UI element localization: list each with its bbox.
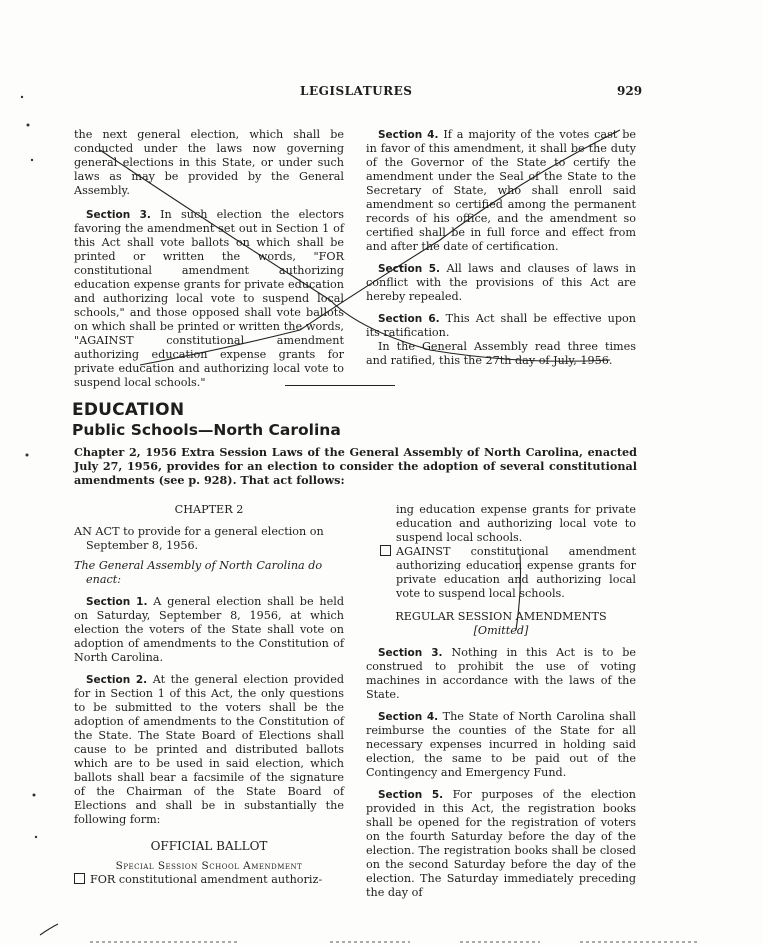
cross-out-line	[140, 130, 620, 365]
section-title: EDUCATION	[72, 400, 185, 420]
section-label: Section 3.	[378, 647, 443, 659]
section-text: At the general election provided for in Section 1 of this Act, the only questions to be submitted to the voters shall be the adoption of amendments to the Constitution of the State. The State Board of Elections shall cause to be printed and distributed ballots which are to be used in said election, which ballots shall bear a facsimile of the signature of the Chairman of the State Board of Elections and shall be in substantially the following form:	[74, 673, 344, 826]
section-text: The State of North Carolina shall reimburse the counties of the State for all necessary expenses incurred in holding said election, the same to be paid out of the Contingency and Emergency Fund.	[366, 710, 636, 779]
cross-out-line	[100, 150, 610, 361]
enacting-clause: The General Assembly of North Carolina do enact:	[74, 559, 323, 586]
section-text: A general election shall be held on Saturday, September 8, 1956, at which election the voters of the State shall vote on adoption of amendments to the Constitution of North Carolina.	[74, 595, 344, 664]
ballot-option-text: FOR constitutional amendment authoriz-	[90, 873, 323, 886]
ballot-option-for-continued: ing education expense grants for private education and authorizing local vote to suspend local schools.	[396, 503, 636, 544]
ballot-subtitle: Special Session School Amendment	[115, 860, 303, 872]
scan-mark	[21, 96, 23, 98]
cross-out-line	[516, 555, 521, 630]
intro-paragraph: Chapter 2, 1956 Extra Session Laws of the General Assembly of North Carolina, enacted July 27, 1956, provides for an election to consider the adoption of several constitutional amendments (see p. 928). That act follows:	[74, 445, 637, 487]
cross-out-line	[40, 924, 58, 935]
section-label: Section 2.	[86, 674, 148, 686]
section-label: Section 6.	[378, 313, 440, 325]
ratification-paragraph: In the General Assembly read three times and ratified, this the 27th day of July, 1956.	[366, 340, 636, 367]
section-label: Section 4.	[378, 711, 439, 723]
section-label: Section 5.	[378, 263, 441, 275]
ballot-option-text: AGAINST constitutional amendment authorizing education expense grants for private education and authorizing local vote to suspend local schools.	[396, 545, 636, 600]
section-text: If a majority of the votes cast be in favor of this amendment, it shall be the duty of the Governor of the State to certify the amendment under the Seal of the State to the Secretary of State, who shall enroll said amendment so certified among the permanent records of his office, and the amendment so certified shall be in full force and effect from and after the date of certification.	[366, 128, 636, 253]
section-text: For purposes of the election provided in this Act, the registration books shall be opened for the registration of voters on the fourth Saturday before the day of the election. The registration books shall be closed on the second Saturday before the day of the election. The Saturday immediately preceding the day of	[366, 788, 636, 899]
scan-mark	[27, 124, 30, 127]
scan-mark	[33, 794, 36, 797]
section-subtitle: Public Schools—North Carolina	[72, 421, 341, 439]
scan-mark	[26, 454, 29, 457]
omitted-note: [Omitted]	[473, 624, 529, 637]
scan-mark	[31, 159, 33, 161]
section-label: Section 1.	[86, 596, 148, 608]
page-number: 929	[617, 84, 643, 98]
act-title: AN ACT to provide for a general election on September 8, 1956.	[74, 525, 324, 552]
section-label: Section 5.	[378, 789, 444, 801]
paragraph-continuation: the next general election, which shall be conducted under the laws now governing general elections in this State, or under such laws as may be provided by the General Assembly.	[74, 128, 344, 197]
running-title: LEGISLATURES	[300, 84, 413, 98]
ballot-title: OFFICIAL BALLOT	[150, 839, 268, 853]
section-label: Section 4.	[378, 129, 439, 141]
chapter-heading: CHAPTER 2	[174, 503, 244, 516]
section-text: All laws and clauses of laws in conflict with the provisions of this Act are hereby repealed.	[366, 262, 636, 303]
scan-mark	[35, 836, 37, 838]
regular-session-heading: REGULAR SESSION AMENDMENTS	[395, 610, 607, 623]
section-label: Section 3.	[86, 209, 151, 221]
section-text: In such election the electors favoring the amendment set out in Section 1 of this Act shall vote ballots on which shall be printed or written the words, "FOR constitutional amendment authorizing education expense grants for private education and authorizing local vote to suspend local schools," and those opposed shall vote ballots on which shall be printed or written the words, "AGAINST constitutional amendment authorizing education expense grants for private education and authorizing local vote to suspend local schools."	[74, 208, 345, 389]
section-text: Nothing in this Act is to be construed to prohibit the use of voting machines in accordance with the laws of the State.	[366, 646, 636, 701]
section-text: This Act shall be effective upon its ratification.	[366, 312, 636, 339]
